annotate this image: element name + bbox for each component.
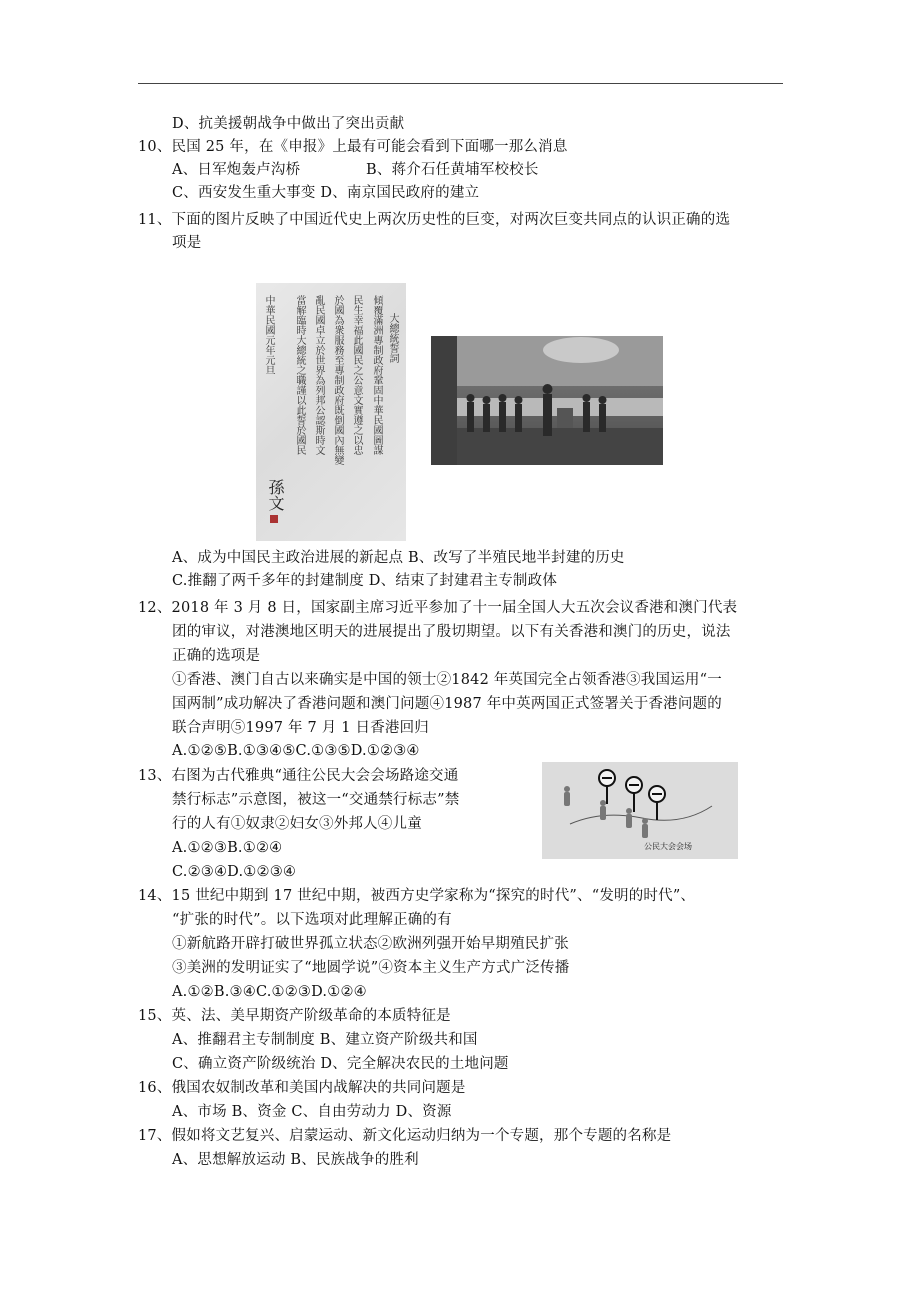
- calligraphy-col-1: 大總統誓詞: [387, 313, 398, 363]
- founding-ceremony-illustration: [431, 336, 663, 465]
- q13-options-cd: C.②③④D.①②③④: [172, 864, 297, 880]
- q10-stem: 10、民国 25 年，在《申报》上最有可能会看到下面哪一那么消息: [138, 139, 568, 155]
- q14-stem: 14、15 世纪中期到 17 世纪中期，被西方史学家称为“探究的时代”、“发明的时代”、: [138, 888, 696, 904]
- athens-no-entry-sign-diagram: [542, 762, 738, 859]
- q11-options-ab: A、成为中国民主政治进展的新起点 B、改写了半殖民地半封建的历史: [172, 550, 625, 566]
- q15-options-cd: C、确立资产阶级统治 D、完全解决农民的土地问题: [172, 1056, 509, 1072]
- q17-stem: 17、假如将文艺复兴、启蒙运动、新文化运动归纳为一个专题，那个专题的名称是: [138, 1128, 672, 1144]
- founding-ceremony-photo: [431, 336, 663, 465]
- q17-options-ab: A、思想解放运动 B、民族战争的胜利: [172, 1152, 419, 1168]
- calligraphy-signature: 孫文: [266, 479, 285, 511]
- q10-option-a: A、日军炮轰卢沟桥: [172, 162, 301, 178]
- q12-stem: 12、2018 年 3 月 8 日，国家副主席习近平参加了十一届全国人大五次会议香港和澳门代表: [138, 600, 738, 616]
- q12-options: A.①②⑤B.①③④⑤C.①③⑤D.①②③④: [172, 743, 420, 759]
- q9-option-d: D、抗美援朝战争中做出了突出贡献: [172, 116, 405, 132]
- q11-stem: 11、下面的图片反映了中国近代史上两次历史性的巨变，对两次巨变共同点的认识正确的选: [138, 212, 731, 228]
- seal-icon: [270, 515, 278, 523]
- q13-options-ab: A.①②③B.①②④: [172, 840, 283, 856]
- q16-options: A、市场 B、资金 C、自由劳动力 D、资源: [172, 1104, 452, 1120]
- q14-statements-1: ①新航路开辟打破世界孤立状态②欧洲列强开始早期殖民扩张: [172, 936, 569, 952]
- q16-stem: 16、俄国农奴制改革和美国内战解决的共同问题是: [138, 1080, 466, 1096]
- q12-statements-2: 国两制”成功解决了香港问题和澳门问题④1987 年中英两国正式签署关于香港问题的: [172, 696, 722, 712]
- calligraphy-col-6: 當解臨時大總統之職謹以此誓於國民: [294, 295, 305, 455]
- q13-stem: 13、右图为古代雅典“通往公民大会会场路途交通: [138, 768, 459, 784]
- calligraphy-col-4: 於國為衆服務至專制政府既倒國內無變: [332, 295, 343, 465]
- q14-stem-2: “扩张的时代”。以下选项对此理解正确的有: [172, 912, 452, 928]
- calligraphy-col-7: 中華民國元年元旦: [263, 295, 274, 375]
- sun-yatsen-oath-calligraphy: [256, 283, 406, 541]
- q11-options-cd: C.推翻了两千多年的封建制度 D、结束了封建君主专制政体: [172, 573, 558, 589]
- q14-options: A.①②B.③④C.①②③D.①②④: [172, 984, 367, 1000]
- q10-options-cd: C、西安发生重大事变 D、南京国民政府的建立: [172, 185, 480, 201]
- q12-statements-1: ①香港、澳门自古以来确实是中国的领士②1842 年英国完全占领香港③我国运用“一: [172, 672, 722, 688]
- sign-caption: 公民大会会场: [644, 842, 692, 851]
- header-rule: [138, 83, 783, 84]
- calligraphy-col-5: 亂民國卓立於世界為列邦公認斯時文: [313, 295, 324, 455]
- q11-stem-cont: 项是: [172, 235, 202, 251]
- calligraphy-col-2: 傾覆滿洲專制政府鞏固中華民國圖謀: [371, 295, 382, 455]
- q15-options-ab: A、推翻君主专制制度 B、建立资产阶级共和国: [172, 1032, 478, 1048]
- q13-stem-2: 禁行标志”示意图，被这一“交通禁行标志”禁: [172, 792, 460, 808]
- q13-stem-3: 行的人有①奴隶②妇女③外邦人④儿童: [172, 816, 422, 832]
- q15-stem: 15、英、法、美早期资产阶级革命的本质特征是: [138, 1008, 451, 1024]
- q10-option-b: B、蒋介石任黄埔军校校长: [366, 162, 539, 178]
- calligraphy-col-3: 民生幸福此國民之公意文實遵之以忠: [351, 295, 362, 455]
- q12-statements-3: 联合声明⑤1997 年 7 月 1 日香港回归: [172, 720, 429, 736]
- q12-stem-2: 团的审议，对港澳地区明天的进展提出了殷切期望。以下有关香港和澳门的历史，说法: [172, 624, 731, 640]
- q12-stem-3: 正确的选项是: [172, 648, 261, 664]
- q14-statements-2: ③美洲的发明证实了“地圆学说”④资本主义生产方式广泛传播: [172, 960, 570, 976]
- no-entry-signs-illustration: [542, 762, 738, 859]
